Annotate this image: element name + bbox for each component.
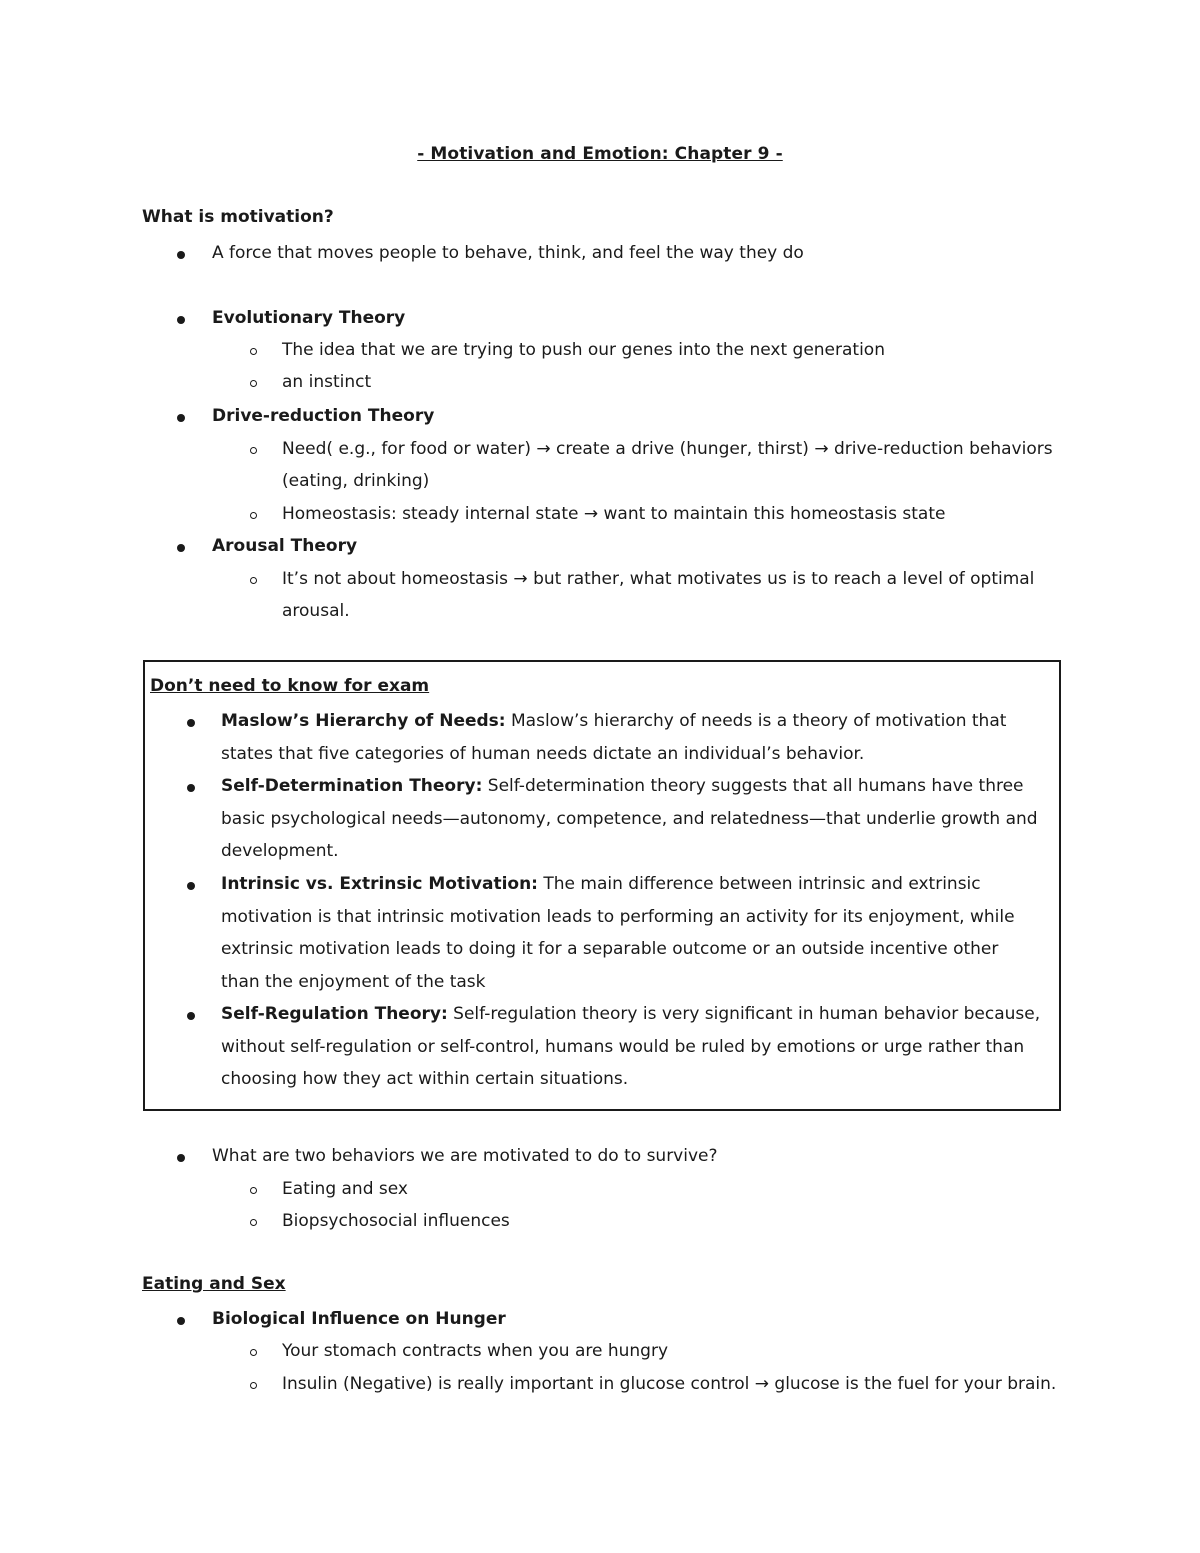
box-heading: Don’t need to know for exam [150, 676, 430, 696]
bullet-icon [177, 414, 185, 422]
box-item-term: Intrinsic vs. Extrinsic Motivation: [221, 874, 538, 894]
survival-answer: Eating and sex [282, 1179, 408, 1199]
sub-bullet-icon [250, 447, 257, 454]
survival-answer: Biopsychosocial influences [282, 1211, 510, 1231]
theory-name: Arousal Theory [212, 536, 358, 556]
section-heading-eating-sex: Eating and Sex [142, 1274, 286, 1294]
box-item-term: Self-Determination Theory: [221, 776, 483, 796]
box-item-maslow [221, 705, 1041, 770]
bullet-icon [177, 544, 185, 552]
theory-point: It’s not about homeostasis → but rather, what motivates us is to reach a level of optimal [282, 569, 1035, 589]
bullet-icon [177, 1317, 185, 1325]
sub-bullet-icon [250, 1349, 257, 1356]
theory-name: Evolutionary Theory [212, 308, 406, 328]
topic-point: Your stomach contracts when you are hungry [282, 1341, 669, 1361]
sub-bullet-icon [250, 512, 257, 519]
bullet-icon [187, 1012, 195, 1020]
bullet-icon [177, 251, 185, 259]
box-item-text: The main difference between intrinsic and extrinsic motivation is that intrinsic motivation leads to performing an activity for its enjoyment, while extrinsic motivation leads to doing it for a separable outcome or an outside incentive other than the enjoyment of the task [221, 874, 1015, 992]
theory-point-continued: (eating, drinking) [282, 471, 430, 491]
box-item-text: Self-regulation theory is very significant in human behavior because, without self-regulation or self-control, humans would be ruled by emotions or urge rather than choosing how they act within certain situations. [221, 1004, 1041, 1089]
theory-point: an instinct [282, 372, 372, 392]
theory-point: Homeostasis: steady internal state → want to maintain this homeostasis state [282, 504, 946, 524]
box-item-self-regulation [221, 998, 1041, 1096]
theory-point: The idea that we are trying to push our genes into the next generation [282, 340, 885, 360]
topic-name: Biological Influence on Hunger [212, 1309, 506, 1329]
sub-bullet-icon [250, 1382, 257, 1389]
box-item-term: Self-Regulation Theory: [221, 1004, 448, 1024]
sub-bullet-icon [250, 1187, 257, 1194]
sub-bullet-icon [250, 348, 257, 355]
bullet-icon [177, 316, 185, 324]
box-item-term: Maslow’s Hierarchy of Needs: [221, 711, 506, 731]
theory-point-continued: arousal. [282, 601, 350, 621]
box-item-intrinsic-extrinsic [221, 868, 1041, 998]
bullet-icon [187, 719, 195, 727]
box-item-self-determination [221, 770, 1041, 868]
bullet-icon [187, 882, 195, 890]
sub-bullet-icon [250, 577, 257, 584]
section-heading-motivation: What is motivation? [142, 207, 334, 227]
theory-point: Need( e.g., for food or water) → create a drive (hunger, thirst) → drive-reduction behaviors [282, 439, 1053, 459]
page-title: - Motivation and Emotion: Chapter 9 - [417, 144, 783, 164]
topic-point: Insulin (Negative) is really important in glucose control → glucose is the fuel for your brain. [282, 1374, 1057, 1394]
bullet-icon [187, 784, 195, 792]
bullet-icon [177, 1154, 185, 1162]
theory-name: Drive-reduction Theory [212, 406, 435, 426]
definition-text: A force that moves people to behave, think, and feel the way they do [212, 243, 804, 263]
survival-question: What are two behaviors we are motivated to do to survive? [212, 1146, 718, 1166]
sub-bullet-icon [250, 1219, 257, 1226]
box-item-text: Maslow’s hierarchy of needs is a theory of motivation that states that five categories of human needs dictate an individual’s behavior. [221, 711, 1007, 764]
sub-bullet-icon [250, 380, 257, 387]
box-item-text: Self-determination theory suggests that all humans have three basic psychological needs—autonomy, competence, and relatedness—that underlie growth and development. [221, 776, 1038, 861]
